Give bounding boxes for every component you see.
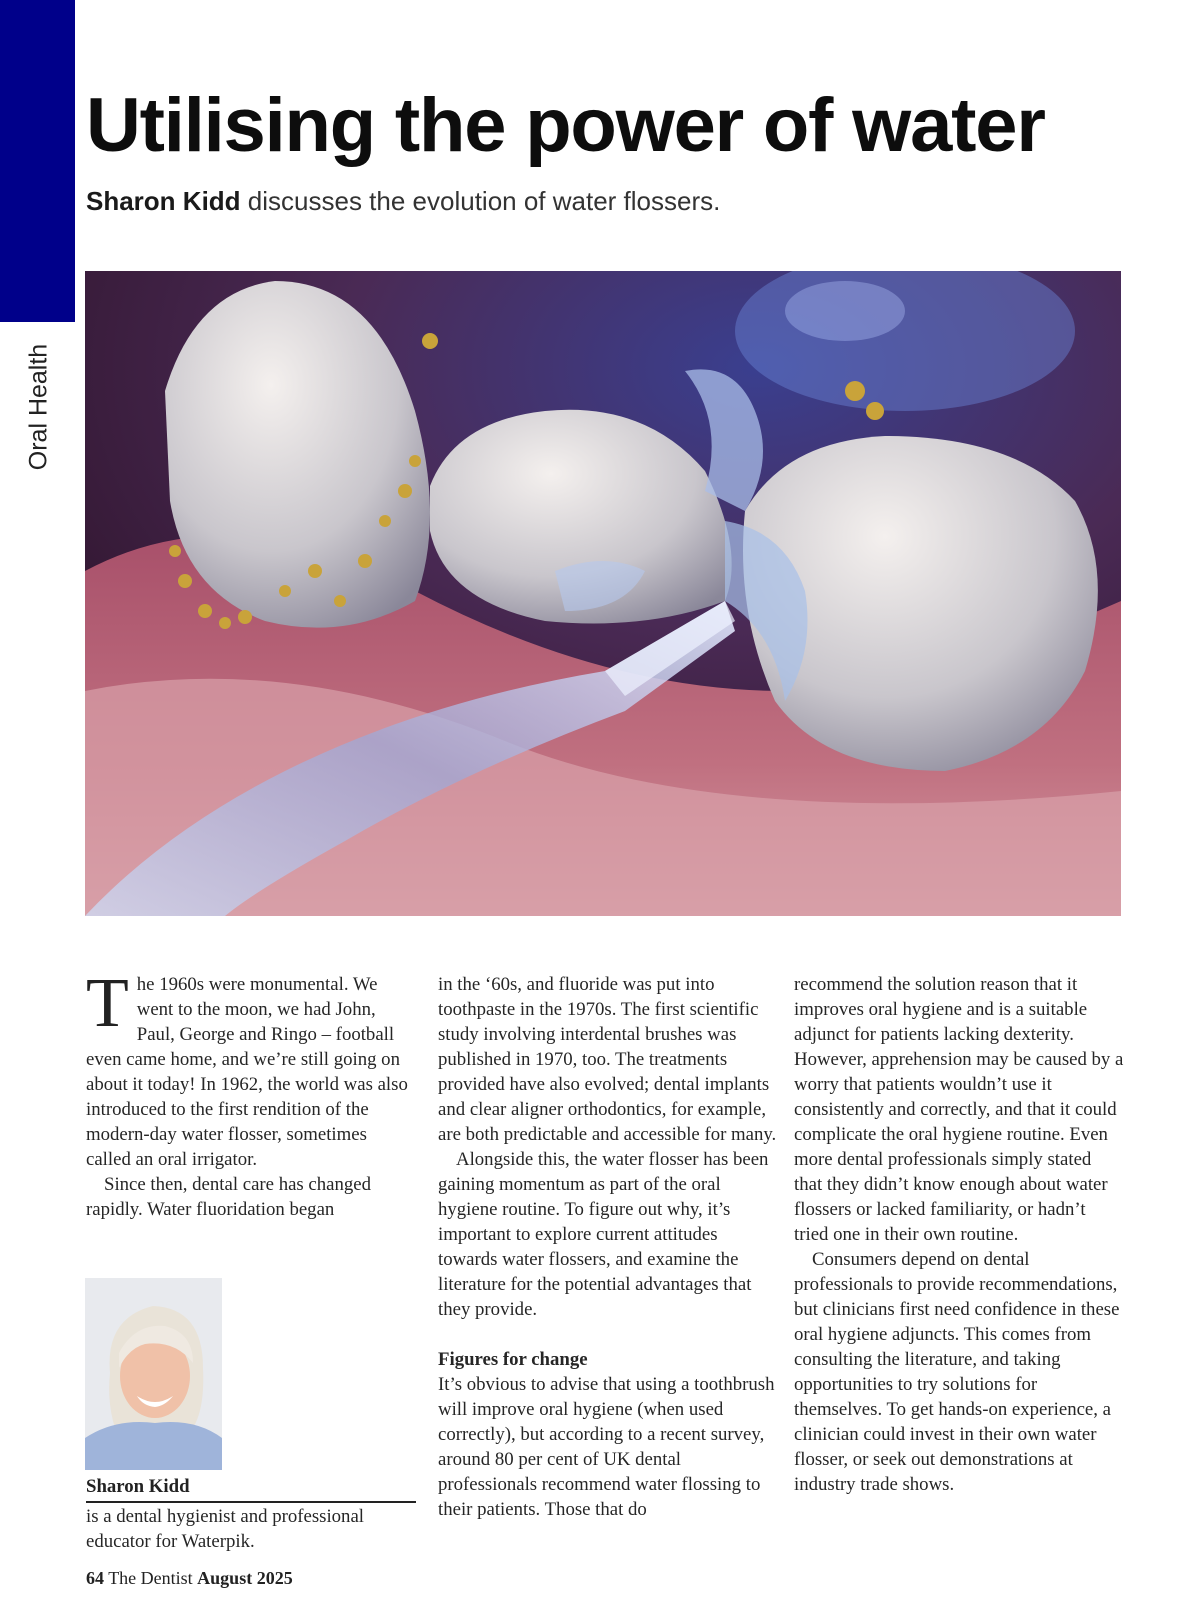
standfirst-author: Sharon Kidd [86, 186, 241, 216]
column1-paragraph2: Since then, dental care has changed rapidly. Water fluoridation began [86, 1174, 371, 1220]
column3-paragraph2: Consumers depend on dental professionals to provide recommendations, but clinicians first need confidence in these oral hygiene adjuncts. This comes from consulting the literature, and taking opportunities to try solutions for themselves. To get hands-on experience, a clinician could invest in their own water flosser, or seek out demonstrations at industry trade shows. [794, 1249, 1120, 1495]
article-paragraph [86, 965, 416, 1172]
article-column-2 [438, 972, 778, 1522]
bio-author-name: Sharon Kidd [86, 1476, 416, 1503]
section-color-bar [0, 0, 75, 322]
section-label-text: Oral Health [24, 343, 53, 471]
column2-paragraph1: in the ‘60s, and fluoride was put into toothpaste in the 1970s. The first scientific study involving interdental brushes was published in 1970, too. The treatments provided have also evolved; dental implants and clear aligner orthodontics, for example, are both predictable and accessible for many. [438, 974, 777, 1145]
article-column-3 [794, 972, 1124, 1497]
issue-date: August 2025 [197, 1568, 293, 1588]
column1-paragraph1: he 1960s were monumental. We went to the moon, we had John, Paul, George and Ringo – football even came home, and we’re still going on about it today! In 1962, the world was also introduced to the first rendition of the modern-day water flosser, sometimes called an oral irrigator. [86, 974, 408, 1170]
hero-image [85, 271, 1121, 916]
drop-cap: T [86, 965, 129, 1042]
article-headline: Utilising the power of water [86, 83, 1045, 168]
column2-paragraph3: It’s obvious to advise that using a toothbrush will improve oral hygiene (when used correctly), but according to a recent survey, around 80 per cent of UK dental professionals recommend water flossing to their patients. Those that do [438, 1374, 775, 1520]
author-portrait [85, 1278, 222, 1470]
page-footer [86, 1568, 293, 1589]
article-standfirst [86, 186, 720, 217]
publication-name: The Dentist [108, 1568, 193, 1588]
column3-paragraph1: recommend the solution reason that it improves oral hygiene and is a suitable adjunct for patients lacking dexterity. However, apprehension may be caused by a worry that patients wouldn’t use it consistently and correctly, and that it could complicate the oral hygiene routine. Even more dental professionals simply stated that they didn’t know enough about water flossers or lacked familiarity, or hadn’t tried one in their own routine. [794, 974, 1124, 1245]
standfirst-text: discusses the evolution of water flossers. [240, 186, 721, 216]
column2-paragraph2: Alongside this, the water flosser has been gaining momentum as part of the oral hygiene routine. To figure out why, it’s important to explore current attitudes towards water flossers, and examine the literature for the potential advantages that they provide. [438, 1149, 769, 1320]
section-label [22, 340, 56, 474]
page-number: 64 [86, 1568, 104, 1588]
bio-description: is a dental hygienist and professional educator for Waterpik. [86, 1506, 365, 1552]
article-column-1 [86, 965, 416, 1222]
section-subhead: Figures for change [438, 1349, 588, 1370]
